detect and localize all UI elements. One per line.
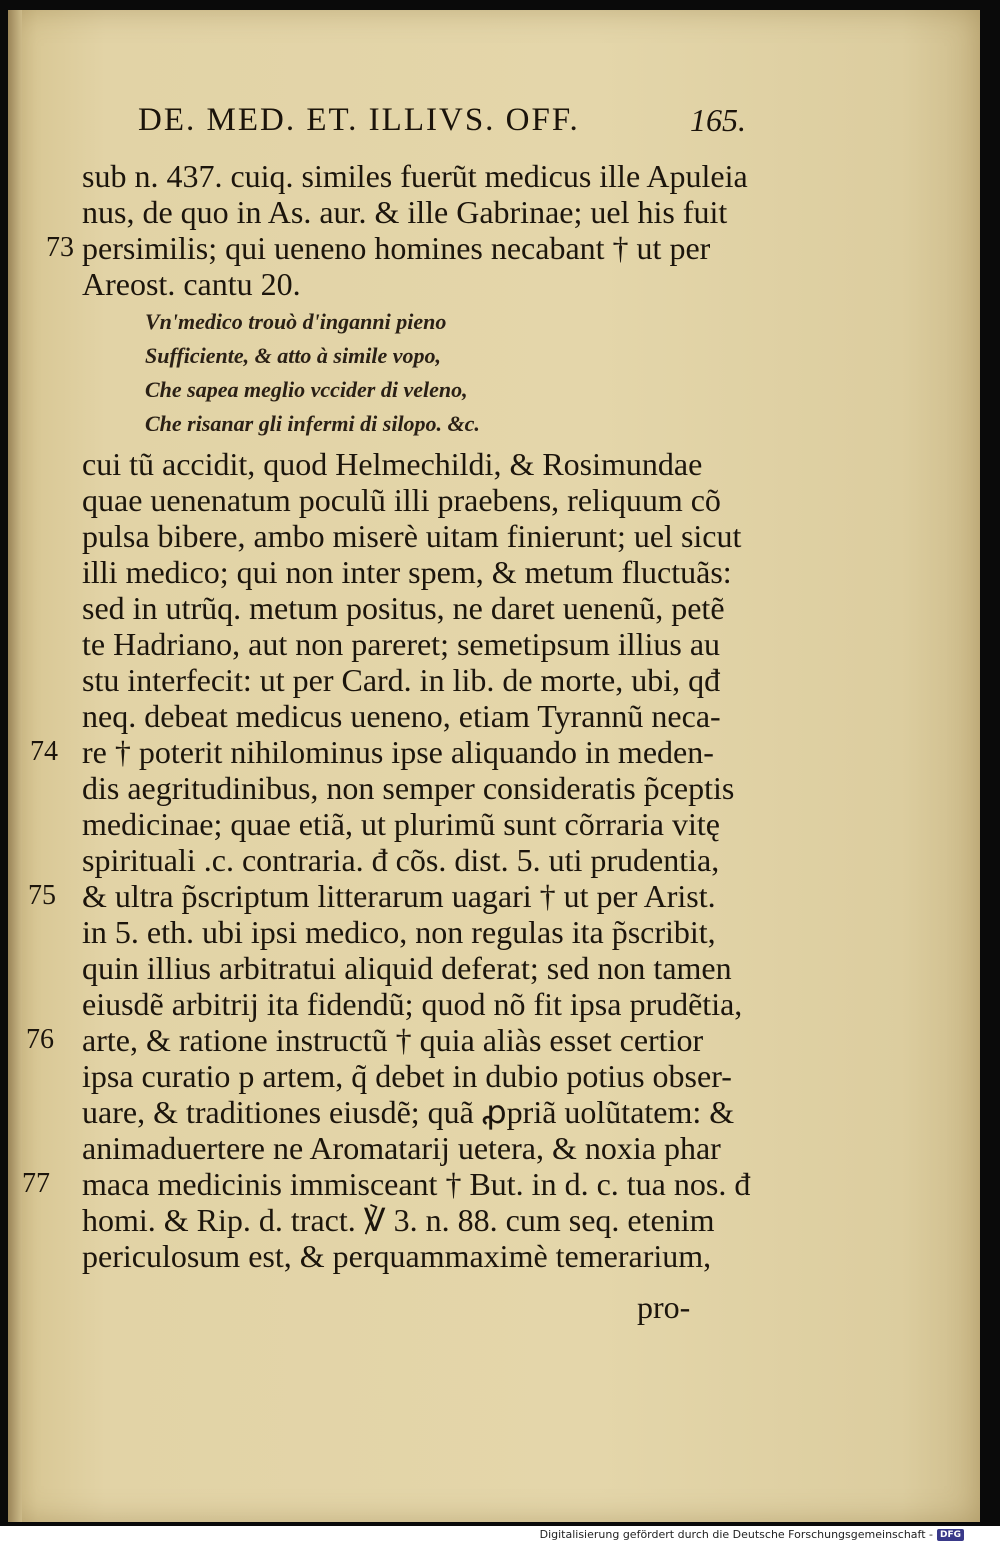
text-line: periculosum est, & perquammaximè temerarium, — [82, 1238, 712, 1274]
text-line: nus, de quo in As. aur. & ille Gabrinae; uel his fuit — [82, 194, 728, 230]
text-line: ipsa curatio p artem, q̃ debet in dubio potius obser- — [82, 1058, 732, 1094]
catchword: pro- — [637, 1289, 691, 1325]
text-line: re † poterit nihilominus ipse aliquando in meden- — [82, 734, 714, 770]
text-line: neq. debeat medicus ueneno, etiam Tyrannũ neca- — [82, 698, 721, 734]
margin-number: 73 — [46, 232, 74, 263]
text-line: dis aegritudinibus, non semper consideratis p̃ceptis — [82, 770, 735, 806]
text-line: homi. & Rip. d. tract. ℣ 3. n. 88. cum seq. etenim — [82, 1202, 715, 1238]
text-line: sub n. 437. cuiq. similes fuerũt medicus ille Apuleia — [82, 158, 748, 194]
running-title: DE. MED. ET. ILLIVS. OFF. — [138, 102, 580, 138]
text-line: in 5. eth. ubi ipsi medico, non regulas ita p̃scribit, — [82, 914, 716, 950]
text-line: quin illius arbitratui aliquid deferat; sed non tamen — [82, 950, 732, 986]
page-number: 165. — [690, 102, 746, 138]
text-line: maca medicinis immisceant † But. in d. c. tua nos. đ — [82, 1166, 751, 1202]
text-line: eiusdẽ arbitrij ita fidendũ; quod nõ fit ipsa prudẽtia, — [82, 986, 743, 1022]
page-gutter-edge — [8, 10, 22, 1522]
funding-notice — [540, 1528, 964, 1541]
text-line: & ultra p̃scriptum litterarum uagari † ut per Arist. — [82, 878, 716, 914]
text-line: animaduertere ne Aromatarij uetera, & noxia phar — [82, 1130, 721, 1166]
text-line: medicinae; quae etiã, ut plurimũ sunt cõrraria vitę — [82, 806, 720, 842]
margin-number: 77 — [22, 1168, 50, 1199]
text-line: te Hadriano, aut non pareret; semetipsum illius au — [82, 626, 721, 662]
margin-number: 74 — [30, 736, 58, 767]
margin-number: 75 — [28, 880, 56, 911]
verse-line: Che risanar gli infermi di silopo. &c. — [145, 411, 480, 436]
text-line: persimilis; qui ueneno homines necabant † ut per — [82, 230, 711, 266]
text-line: cui tũ accidit, quod Helmechildi, & Rosimundae — [82, 446, 703, 482]
text-line: stu interfecit: ut per Card. in lib. de morte, ubi, qđ — [82, 662, 721, 698]
verse-line: Che sapea meglio vccider di veleno, — [145, 377, 468, 402]
text-line: pulsa bibere, ambo miserè uitam finierunt; uel sicut — [82, 518, 742, 554]
text-line: uare, & traditiones eiusdẽ; quã ꝓpriã uolũtatem: & — [82, 1094, 735, 1130]
verse-line: Vn'medico trouò d'inganni pieno — [145, 309, 447, 334]
dfg-logo-icon: DFG — [937, 1529, 964, 1541]
text-line: illi medico; qui non inter spem, & metum fluctuãs: — [82, 554, 732, 590]
funding-text: Digitalisierung gefördert durch die Deutsche Forschungsgemeinschaft - — [539, 1528, 933, 1541]
text-line: sed in utrũq. metum positus, ne daret uenenũ, petẽ — [82, 590, 725, 626]
text-line: Areost. cantu 20. — [82, 266, 301, 302]
verse-line: Sufficiente, & atto à simile vopo, — [145, 343, 441, 368]
text-line: quae uenenatum poculũ illi praebens, reliquum cõ — [82, 482, 721, 518]
text-line: arte, & ratione instructũ † quia aliàs esset certior — [82, 1022, 704, 1058]
margin-number: 76 — [26, 1024, 54, 1055]
text-line: spirituali .c. contraria. đ cõs. dist. 5. uti prudentia, — [82, 842, 720, 878]
